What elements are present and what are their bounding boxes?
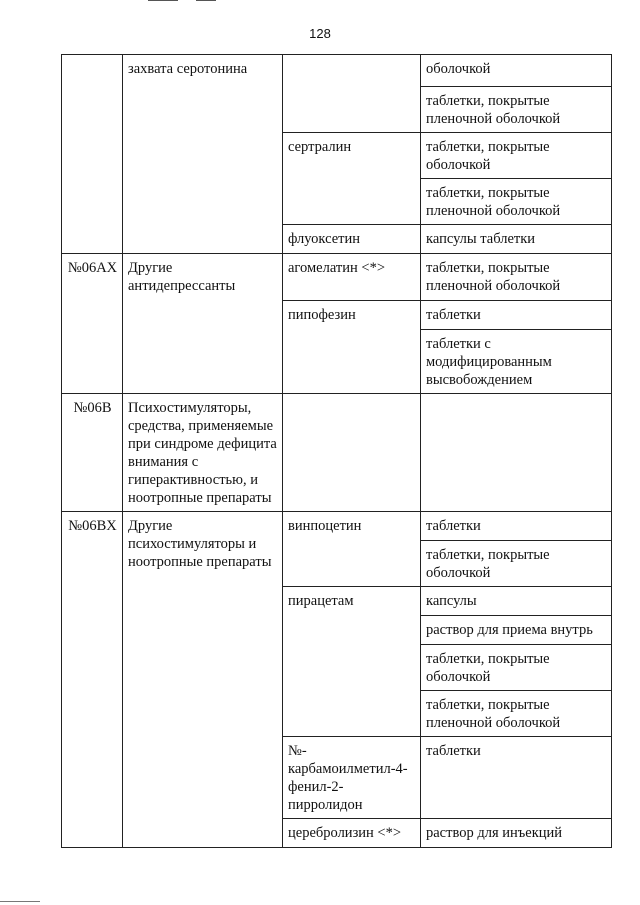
- atc-code-cell: №06BX: [62, 512, 123, 848]
- top-edge-mark: [148, 0, 178, 1]
- dosage-form-cell: капсулы: [421, 587, 612, 616]
- dosage-form-cell: таблетки, покрытые оболочкой: [421, 541, 612, 587]
- dosage-form-cell: таблетки, покрытые оболочкой: [421, 133, 612, 179]
- dosage-form-cell: таблетки, покрытые пленочной оболочкой: [421, 254, 612, 301]
- drug-name-cell: агомелатин <*>: [283, 254, 421, 301]
- dosage-form-cell: таблетки, покрытые оболочкой: [421, 645, 612, 691]
- drug-name-cell: пирацетам: [283, 587, 421, 737]
- dosage-form-cell: таблетки: [421, 512, 612, 541]
- dosage-form-cell: раствор для инъекций: [421, 819, 612, 848]
- bottom-edge-mark: [0, 901, 40, 902]
- drug-name-cell: [283, 55, 421, 133]
- group-name-cell: Психостимуляторы, средства, применяемые при синдроме дефицита внимания с гиперактивностью, и ноотропные препараты: [123, 394, 283, 512]
- group-name-cell: Другие психостимуляторы и ноотропные препараты: [123, 512, 283, 848]
- dosage-form-cell: таблетки с модифицированным высвобождением: [421, 330, 612, 394]
- dosage-form-cell: таблетки: [421, 737, 612, 819]
- top-edge-mark: [196, 0, 216, 1]
- table-row: [62, 254, 612, 301]
- dosage-form-cell: таблетки, покрытые пленочной оболочкой: [421, 87, 612, 133]
- atc-code-cell: №06AX: [62, 254, 123, 394]
- drug-name-cell: флуоксетин: [283, 225, 421, 254]
- page-number: 128: [309, 26, 331, 41]
- atc-code-cell: [62, 55, 123, 254]
- table-row: [62, 512, 612, 541]
- dosage-form-cell: таблетки, покрытые пленочной оболочкой: [421, 179, 612, 225]
- dosage-form-cell: таблетки: [421, 301, 612, 330]
- drug-name-cell: пипофезин: [283, 301, 421, 394]
- dosage-form-cell: капсулы таблетки: [421, 225, 612, 254]
- drug-table: [61, 54, 612, 848]
- table-row: [62, 55, 612, 87]
- group-name-cell: Другие антидепрессанты: [123, 254, 283, 394]
- drug-name-cell: церебролизин <*>: [283, 819, 421, 848]
- dosage-form-cell: оболочкой: [421, 55, 612, 87]
- dosage-form-cell: раствор для приема внутрь: [421, 616, 612, 645]
- drug-name-cell: [283, 394, 421, 512]
- drug-name-cell: №-карбамоилметил-4-фенил-2-пирролидон: [283, 737, 421, 819]
- drug-name-cell: винпоцетин: [283, 512, 421, 587]
- group-name-cell: захвата серотонина: [123, 55, 283, 254]
- dosage-form-cell: [421, 394, 612, 512]
- drug-name-cell: сертралин: [283, 133, 421, 225]
- atc-code-cell: №06B: [62, 394, 123, 512]
- dosage-form-cell: таблетки, покрытые пленочной оболочкой: [421, 691, 612, 737]
- table-row: [62, 394, 612, 512]
